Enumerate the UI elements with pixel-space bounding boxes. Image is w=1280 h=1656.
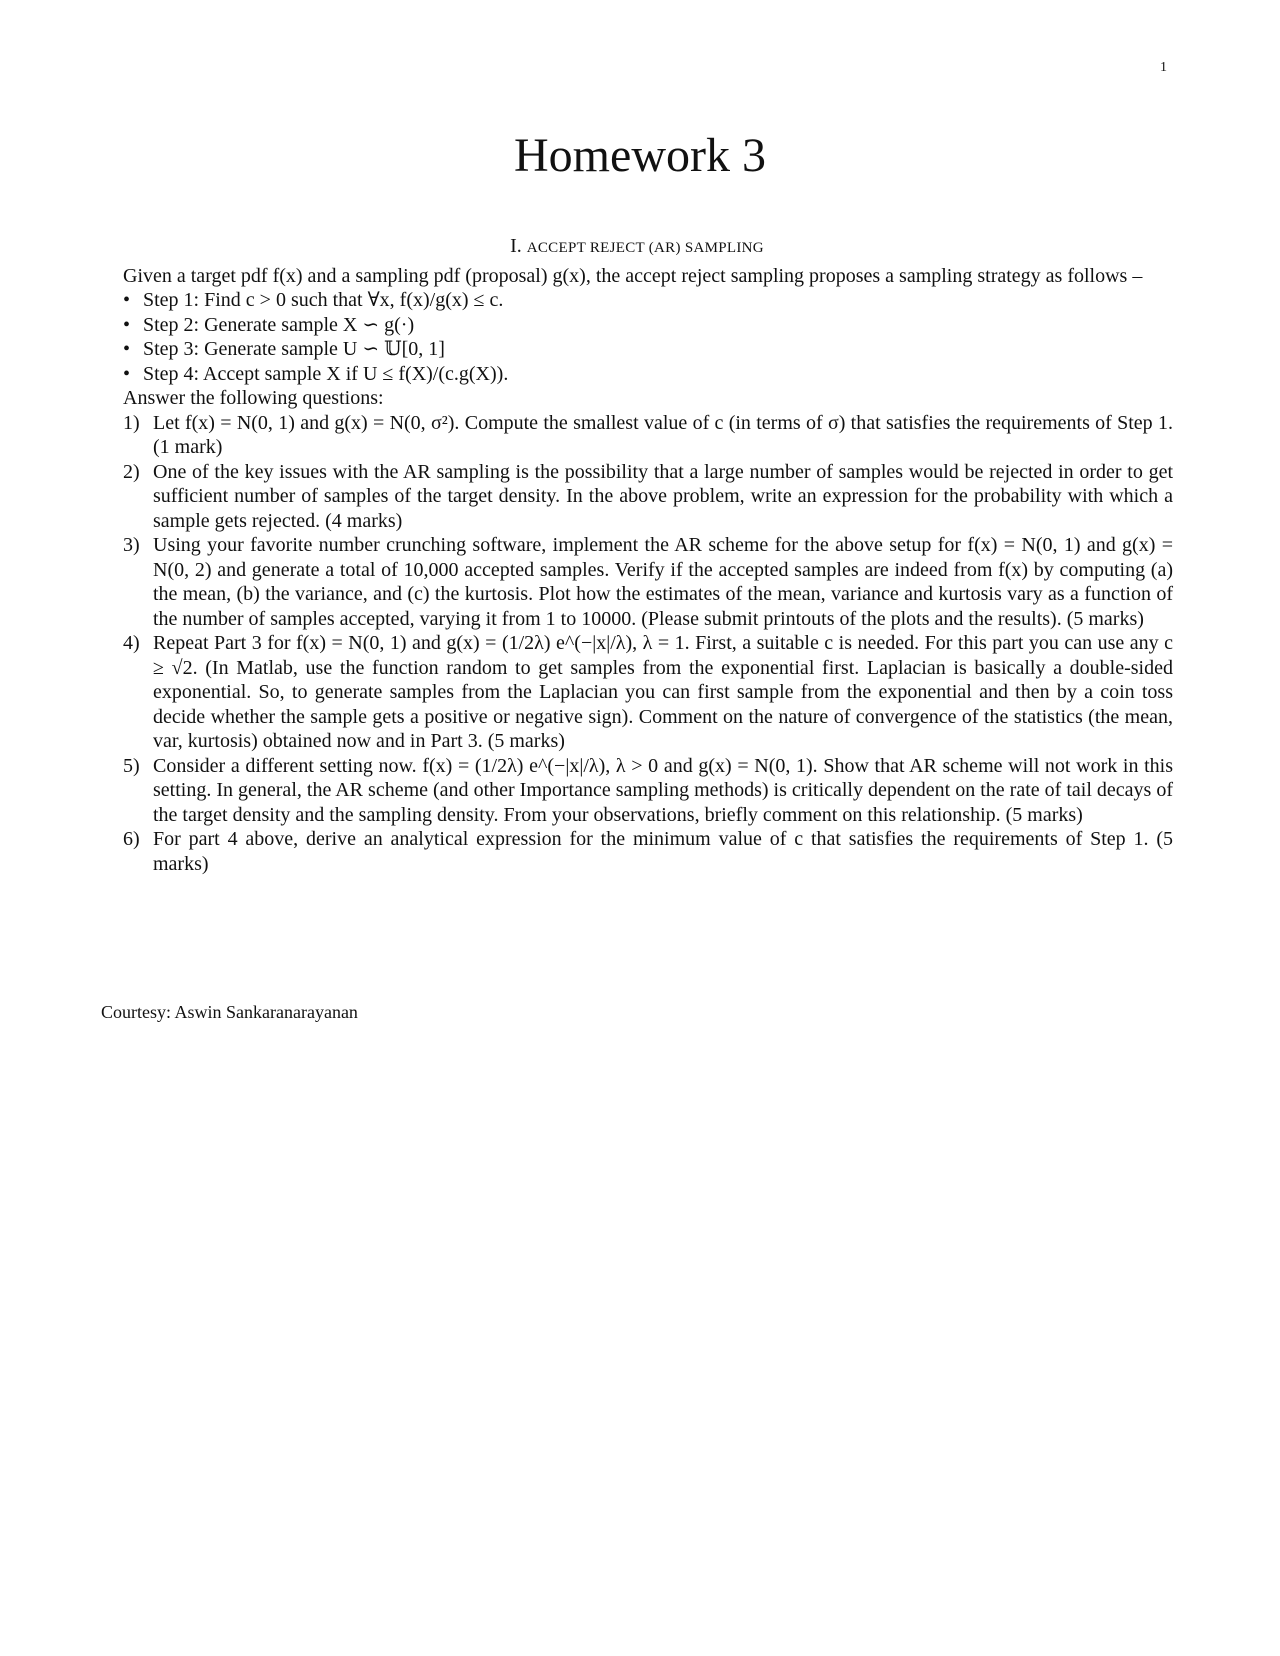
answer-lead: Answer the following questions: (123, 387, 384, 409)
section-heading (101, 234, 1173, 261)
list-item: • Step 2: Generate sample X ∽ g(·) (123, 313, 415, 336)
question-item (123, 411, 1173, 460)
page-title: Homework 3 (514, 129, 766, 183)
question-text: Repeat Part 3 for f(x) = N(0, 1) and g(x) = (1/2λ) e^(−|x|/λ), λ = 1. First, a suitable c is needed. For this part you can use any c ≥ √2. (In Matlab, use the function random to get samples from the exponential first. Laplacian is basically a double-sided exponential. So, to generate samples from the Laplacian you can first sample from the exponential and then by a coin toss decide whether the sample gets a positive or negative sign). Comment on the nature of convergence of the statistics (the mean, var, kurtosis) obtained now and in Part 3. (5 marks) (153, 632, 1173, 752)
questions-list (101, 411, 1173, 877)
question-number: 5) (123, 754, 140, 777)
bullet-icon: • (123, 289, 131, 311)
question-text: Consider a different setting now. f(x) = (1/2λ) e^(−|x|/λ), λ > 0 and g(x) = N(0, 1). Show that AR scheme will not work in this setting. In general, the AR scheme (and other Importance sampling methods) is critically dependent on the rate of tail decays of the target density and the sampling density. From your observations, briefly comment on this relationship. (5 marks) (153, 754, 1173, 826)
question-number: 4) (123, 632, 140, 654)
question-item (123, 533, 1173, 631)
intro-paragraph: Given a target pdf f(x) and a sampling pdf (proposal) g(x), the accept reject sampling proposes a sampling strategy as follows – (123, 264, 1143, 287)
question-number: 2) (123, 460, 140, 483)
question-item (123, 754, 1173, 828)
question-text: Using your favorite number crunching software, implement the AR scheme for the above setup for f(x) = N(0, 1) and g(x) = N(0, 2) and generate a total of 10,000 accepted samples. Verify if the accepted samples are indeed from f(x) by computing (a) the mean, (b) the variance, and (c) the kurtosis. Plot how the estimates of the mean, variance and kurtosis vary as a function of the number of samples accepted, varying it from 1 to 10000. (Please submit printouts of the plots and the results). (5 marks) (153, 534, 1173, 630)
document-body (101, 234, 1173, 876)
question-number: 6) (123, 828, 140, 850)
section-numeral: I. (510, 235, 522, 257)
question-item (123, 460, 1173, 534)
list-item: • Step 3: Generate sample U ∽ 𝕌[0, 1] (123, 338, 445, 360)
question-text: One of the key issues with the AR sampling is the possibility that a large number of samples would be rejected in order to get sufficient number of samples of the target density. In the above problem, write an expression for the probability with which a sample gets rejected. (4 marks) (153, 460, 1173, 532)
question-text: Let f(x) = N(0, 1) and g(x) = N(0, σ²). Compute the smallest value of c (in terms of σ) that satisfies the requirements of Step 1. (1 mark) (153, 411, 1173, 458)
bullet-icon: • (123, 313, 131, 336)
bullet-icon: • (123, 338, 131, 360)
steps-list (101, 288, 1173, 386)
question-number: 1) (123, 411, 140, 434)
list-item: • Step 4: Accept sample X if U ≤ f(X)/(c.g(X)). (123, 362, 509, 385)
bullet-icon: • (123, 362, 131, 385)
question-text: For part 4 above, derive an analytical expression for the minimum value of c that satisfies the requirements of Step 1. (5 marks) (153, 828, 1173, 875)
question-number: 3) (123, 534, 140, 556)
list-item: • Step 1: Find c > 0 such that ∀x, f(x)/g(x) ≤ c. (123, 289, 504, 311)
page-number: 1 (1160, 60, 1167, 75)
question-item (123, 631, 1173, 754)
question-item (123, 827, 1173, 876)
footer-courtesy: Courtesy: Aswin Sankaranarayanan (101, 1002, 358, 1022)
section-title: ACCEPT REJECT (AR) SAMPLING (526, 240, 764, 256)
